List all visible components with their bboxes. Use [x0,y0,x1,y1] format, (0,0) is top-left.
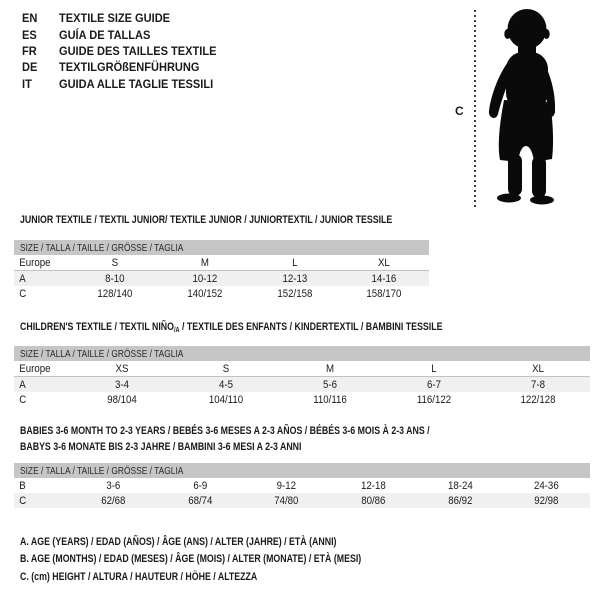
table-cell: 3-4 [115,378,129,391]
table-cell: XL [532,362,544,375]
junior-table-title: JUNIOR TEXTILE / TEXTIL JUNIOR/ TEXTILE JUNIOR / JUNIORTEXTIL / JUNIOR TESSILE [20,214,393,226]
table-cell: 110/116 [313,393,347,406]
children-table-title [20,321,442,337]
table-cell: 3-6 [106,479,121,492]
language-row [22,59,230,75]
table-row [14,286,429,301]
language-code [22,60,59,74]
language-code-text: IT [22,76,32,91]
table-cell: 122/128 [520,393,556,406]
table-cell: 14-16 [371,272,397,285]
size-header-bar [14,240,429,255]
table-cell: 12-18 [360,479,386,492]
table-cell: Europe [19,256,51,269]
table-row [14,392,590,407]
table-cell: 158/170 [366,287,402,300]
size-header-bar [14,346,590,361]
legend [20,533,447,586]
table-header-row [14,255,429,271]
table-cell: 152/158 [276,287,312,300]
language-code [22,44,59,58]
table-cell: 7-8 [531,378,545,391]
table-cell: L [431,362,437,375]
table-cell: C [19,494,27,507]
legend-line [20,551,447,569]
table-cell: 80/86 [361,494,386,507]
language-title: TEXTILE SIZE GUIDE [59,11,171,26]
language-code [22,28,59,42]
table-cell: 68/74 [187,494,213,507]
table-row [14,493,590,508]
height-label: C [455,104,464,118]
babies-size-table [14,463,590,508]
table-cell: S [111,256,119,269]
language-code-text: DE [22,60,38,75]
language-title: GUIDE DES TAILLES TEXTILE [59,43,217,58]
children-title-main: CHILDREN'S TEXTILE / TEXTIL NIÑO [20,321,174,333]
size-header-label: SIZE / TALLA / TAILLE / GRÖSSE / TAGLIA [20,241,184,254]
table-cell: 62/68 [101,494,126,507]
language-title: GUÍA DE TALLAS [59,27,151,42]
legend-line-text: A. AGE (YEARS) / EDAD (AÑOS) / ÂGE (ANS) / ALTER (JAHRE) / ETÀ (ANNI) [20,535,337,548]
table-cell: 6-9 [192,479,207,492]
babies-table-title-line-2: BABYS 3-6 MONATE BIS 2-3 JAHRE / BAMBINI 3-6 MESI A 2-3 ANNI [20,441,302,453]
size-header-label: SIZE / TALLA / TAILLE / GRÖSSE / TAGLIA [20,464,184,477]
table-cell: 140/152 [187,287,223,300]
language-list [22,10,230,92]
legend-line-text: B. AGE (MONTHS) / EDAD (MESES) / ÂGE (MOIS) / ALTER (MONATE) / ETÀ (MESI) [20,553,362,566]
table-cell: 86/92 [447,494,473,507]
table-cell: C [19,287,27,300]
table-cell: XL [378,256,391,269]
table-cell: 9-12 [276,479,297,492]
table-cell: M [200,256,209,269]
language-row [22,10,230,26]
height-dotted-line [474,10,476,207]
table-cell: S [222,362,230,375]
language-title: TEXTILGRÖßENFÜHRUNG [59,60,200,75]
babies-table-title-line-1: BABIES 3-6 MONTH TO 2-3 YEARS / BEBÉS 3-6 MESES A 2-3 AÑOS / BÉBÉS 3-6 MOIS À 2-3 ANS / [20,425,430,437]
legend-line-text: C. (cm) HEIGHT / ALTURA / HAUTEUR / HÖHE / ALTEZZA [20,570,258,583]
table-cell: A [19,378,26,391]
children-title-subscript: /A [173,327,180,334]
table-cell: 18-24 [447,479,473,492]
language-code-text: EN [22,11,38,26]
table-row [14,478,590,493]
language-row [22,76,230,92]
legend-line [20,533,447,551]
table-cell: 4-5 [219,378,233,391]
table-cell: 5-6 [323,378,337,391]
language-code-text: ES [22,27,37,42]
language-code [22,77,59,91]
children-title-rest: / TEXTILE DES ENFANTS / KINDERTEXTIL / BAMBINI TESSILE [179,321,443,333]
table-cell: B [19,479,26,492]
table-row [14,271,429,286]
table-cell: 10-12 [192,272,217,285]
table-cell: A [19,272,26,285]
language-row [22,43,230,59]
language-code [22,11,59,25]
size-header-label: SIZE / TALLA / TAILLE / GRÖSSE / TAGLIA [20,347,184,360]
size-header-bar [14,463,590,478]
children-size-table [14,346,590,407]
table-cell: 116/122 [416,393,452,406]
table-cell: 98/104 [107,393,137,406]
language-title: GUIDA ALLE TAGLIE TESSILI [59,76,214,91]
table-cell: 6-7 [427,378,441,391]
table-cell: 104/110 [208,393,244,406]
table-cell: XS [115,362,129,375]
table-cell: 24-36 [534,479,560,492]
table-cell: 92/98 [534,494,559,507]
table-cell: L [291,256,298,269]
baby-silhouette-icon [481,8,571,206]
legend-line [20,568,447,586]
table-cell: C [19,393,27,406]
junior-size-table [14,240,429,301]
language-code-text: FR [22,43,37,58]
table-header-row [14,361,590,377]
language-row [22,26,230,42]
table-cell: 128/140 [97,287,133,300]
table-row [14,377,590,392]
table-cell: Europe [19,362,51,375]
table-cell: 74/80 [274,494,299,507]
table-cell: M [325,362,335,375]
table-cell: 8-10 [105,272,125,285]
table-cell: 12-13 [281,272,307,285]
